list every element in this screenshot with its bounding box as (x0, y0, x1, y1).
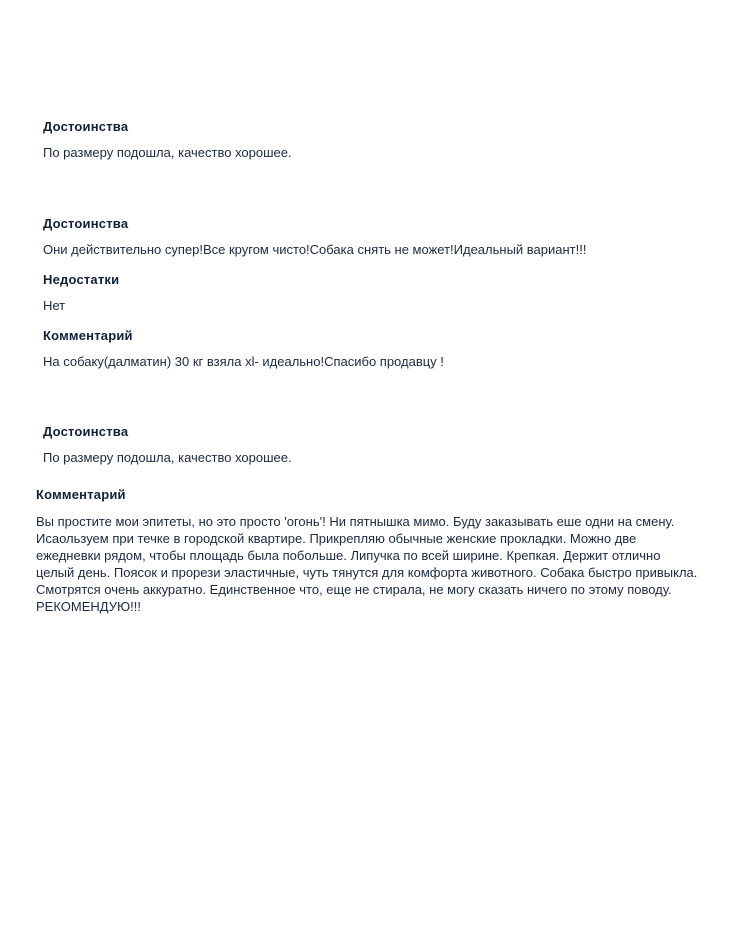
review-card (0, 424, 738, 466)
review-section-pros (43, 424, 698, 466)
pros-heading: Достоинства (43, 216, 129, 231)
comment-text: На собаку(далматин) 30 кг взяла xl- идеально!Спасибо продавцу ! (43, 354, 444, 369)
comment-heading: Комментарий (43, 328, 133, 343)
pros-heading: Достоинства (43, 119, 129, 134)
cons-heading: Недостатки (43, 272, 120, 287)
review-card (0, 119, 738, 161)
cons-text: Нет (43, 298, 66, 313)
review-section-cons (43, 272, 698, 314)
review-card (0, 487, 738, 615)
comment-heading: Комментарий (36, 487, 126, 502)
pros-text: По размеру подошла, качество хорошее. (43, 450, 292, 465)
review-section-pros (43, 119, 698, 161)
pros-heading: Достоинства (43, 424, 129, 439)
comment-text: Вы простите мои эпитеты, но это просто 'огонь'! Ни пятнышка мимо. Буду заказывать еше одни на смену. Исаользуем при течке в городской квартире. Прикрепляю обычные женские прокладки. Можно две ежедневки рядом, чтобы площадь была побольше. Липучка по всей ширине. Крепкая. Держит отлично целый день. Поясок и прорези эластичные, чуть тянутся для комфорта животного. Собака быстро привыкла. Смотрятся очень аккуратно. Единственное что, еще не стирала, не могу сказать ничего по этому поводу. РЕКОМЕНДУЮ!!! (36, 514, 698, 614)
review-section-comment (36, 487, 702, 615)
review-card (0, 216, 738, 370)
pros-text: Они действительно супер!Все кругом чисто!Собака снять не может!Идеальный вариант!!! (43, 242, 587, 257)
pros-text: По размеру подошла, качество хорошее. (43, 145, 292, 160)
review-section-comment (43, 328, 698, 370)
review-section-pros (43, 216, 698, 258)
reviews-page (0, 119, 738, 939)
